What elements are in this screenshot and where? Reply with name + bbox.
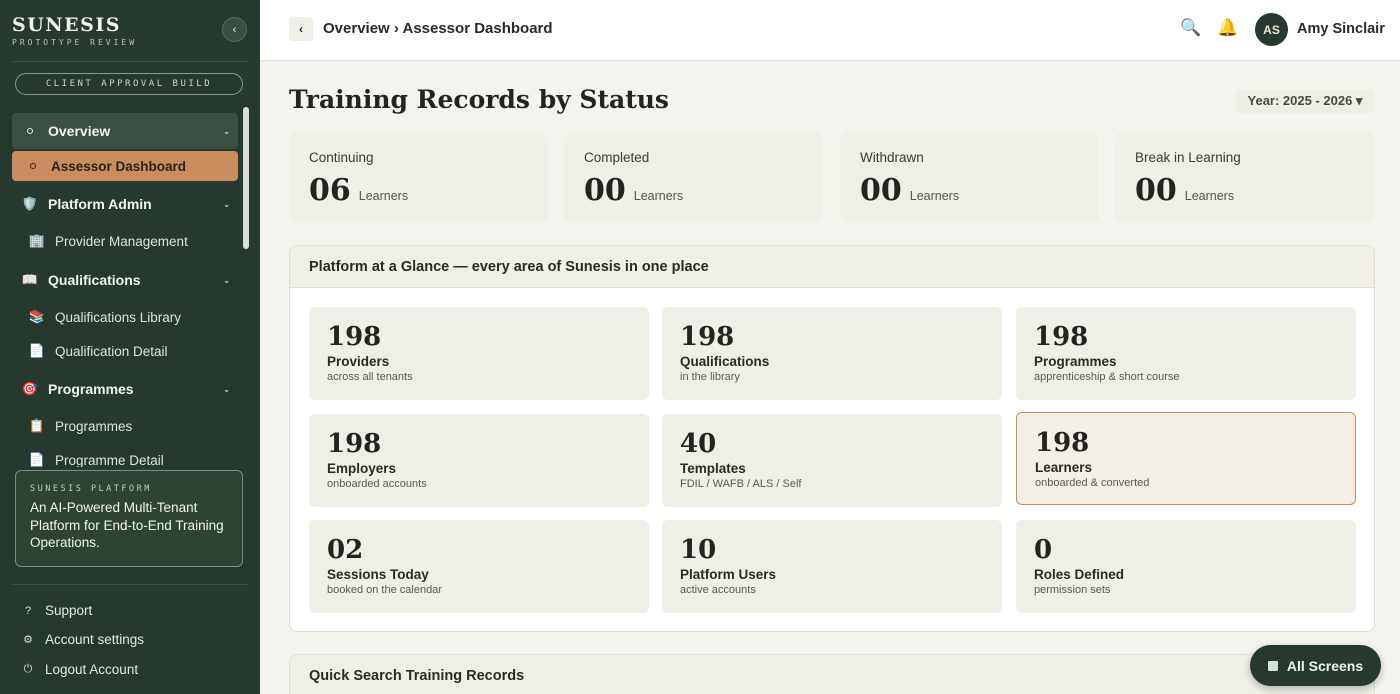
circle-icon xyxy=(29,163,37,169)
glance-label: Providers xyxy=(327,354,390,369)
glance-label: Learners xyxy=(1035,460,1093,475)
support-link[interactable] xyxy=(22,603,92,618)
sidebar-item-assessor-dashboard[interactable] xyxy=(12,151,238,181)
search-icon[interactable]: 🔍 xyxy=(1180,18,1202,37)
glance-label: Programmes xyxy=(1034,354,1117,369)
building-icon: 🏢 xyxy=(28,233,46,248)
target-icon: 🎯 xyxy=(21,381,39,396)
gear-icon: ⚙ xyxy=(23,634,33,646)
glance-card-sessions-today[interactable] xyxy=(309,520,649,613)
glance-card-qualifications[interactable] xyxy=(662,307,1002,400)
sidebar-item-programmes-list[interactable] xyxy=(12,411,238,441)
glance-value: 198 xyxy=(680,322,735,352)
divider xyxy=(12,61,248,62)
bell-icon[interactable]: 🔔 xyxy=(1217,18,1239,37)
stat-value: 00 xyxy=(1135,173,1177,208)
brand-title: SUNESIS xyxy=(12,14,121,36)
all-screens-label: All Screens xyxy=(1286,657,1364,674)
account-settings-label: Account settings xyxy=(45,632,145,647)
chevron-down-icon: ⌄ xyxy=(223,384,230,394)
books-icon: 📚 xyxy=(28,309,46,324)
stat-label: Break in Learning xyxy=(1135,150,1241,165)
quick-search-heading: Quick Search Training Records xyxy=(309,668,525,684)
sidebar-nav xyxy=(0,110,240,467)
stat-value: 06 xyxy=(309,173,351,208)
user-name[interactable]: Amy Sinclair xyxy=(1297,21,1385,37)
glance-card-templates[interactable] xyxy=(662,414,1002,507)
chevron-left-icon: ‹ xyxy=(232,23,237,36)
all-screens-button[interactable] xyxy=(1250,645,1381,686)
glance-desc: FDIL / WAFB / ALS / Self xyxy=(680,478,802,490)
stat-card-continuing xyxy=(289,132,548,223)
breadcrumb: Overview › Assessor Dashboard xyxy=(323,20,553,37)
glance-desc: onboarded & converted xyxy=(1035,477,1150,489)
clipboard-icon: 📋 xyxy=(28,418,46,433)
sidebar-item-label: Qualifications xyxy=(48,272,141,288)
chevron-down-icon: ⌄ xyxy=(223,199,230,209)
grid-icon xyxy=(1268,661,1278,671)
glance-heading: Platform at a Glance — every area of Sunesis in one place xyxy=(290,246,1374,288)
sidebar-item-programme-detail[interactable] xyxy=(12,445,238,467)
stat-value: 00 xyxy=(584,173,626,208)
glance-value: 198 xyxy=(1034,322,1089,352)
build-badge: CLIENT APPROVAL BUILD xyxy=(15,73,243,95)
stat-label: Withdrawn xyxy=(860,150,924,165)
sidebar-item-label: Qualification Detail xyxy=(55,343,168,359)
sidebar-item-label: Platform Admin xyxy=(48,196,152,212)
collapse-sidebar-button[interactable] xyxy=(222,17,247,42)
glance-card-employers[interactable] xyxy=(309,414,649,507)
glance-desc: permission sets xyxy=(1034,584,1111,596)
glance-label: Qualifications xyxy=(680,354,770,369)
sidebar-item-label: Qualifications Library xyxy=(55,309,182,325)
stat-label: Completed xyxy=(584,150,650,165)
glance-label: Sessions Today xyxy=(327,567,429,582)
glance-label: Roles Defined xyxy=(1034,567,1125,582)
document-icon: 📄 xyxy=(28,452,46,467)
promo-tag: SUNESIS PLATFORM xyxy=(30,484,152,494)
stat-unit: Learners xyxy=(909,189,960,203)
glance-value: 198 xyxy=(327,429,382,459)
circle-icon xyxy=(22,128,38,134)
glance-label: Platform Users xyxy=(680,567,777,582)
promo-text: An AI-Powered Multi-Tenant Platform for End-to-End Training Operations. xyxy=(30,500,224,550)
shield-icon: 🛡️ xyxy=(21,196,39,211)
stat-unit: Learners xyxy=(633,189,684,203)
sidebar-item-label: Programme Detail xyxy=(55,452,164,467)
stat-unit: Learners xyxy=(1184,189,1235,203)
stat-card-completed xyxy=(564,132,823,223)
glance-value: 198 xyxy=(327,322,382,352)
glance-value: 02 xyxy=(327,535,364,565)
logout-label: Logout Account xyxy=(45,662,139,677)
back-button[interactable] xyxy=(289,17,313,41)
sidebar-item-label: Programmes xyxy=(48,381,134,397)
glance-card-platform-users[interactable] xyxy=(662,520,1002,613)
glance-card-learners[interactable] xyxy=(1016,412,1356,505)
glance-value: 0 xyxy=(1034,535,1053,565)
sidebar-item-qualification-detail[interactable] xyxy=(12,336,238,366)
glance-desc: in the library xyxy=(680,371,740,383)
brand xyxy=(12,14,137,47)
divider xyxy=(12,584,248,585)
document-icon: 📄 xyxy=(28,343,46,358)
glance-desc: onboarded accounts xyxy=(327,478,427,490)
top-header xyxy=(260,0,1400,61)
stat-unit: Learners xyxy=(358,189,409,203)
sidebar-item-overview[interactable] xyxy=(12,113,238,149)
sidebar-item-qualifications-library[interactable] xyxy=(12,302,238,332)
stat-value: 00 xyxy=(860,173,902,208)
sidebar-item-label: Provider Management xyxy=(55,233,188,249)
glance-desc: apprenticeship & short course xyxy=(1034,371,1180,383)
account-settings-link[interactable] xyxy=(22,632,144,647)
sidebar-item-platform-admin[interactable] xyxy=(12,186,238,222)
sidebar-scrollbar[interactable] xyxy=(243,107,249,249)
avatar[interactable]: AS xyxy=(1255,13,1288,46)
stat-card-withdrawn xyxy=(840,132,1099,223)
platform-promo-card xyxy=(15,470,243,567)
glance-value: 40 xyxy=(680,429,717,459)
stat-card-break-in-learning xyxy=(1115,132,1374,223)
sidebar-item-label: Overview xyxy=(48,123,111,139)
question-icon: ? xyxy=(24,604,32,617)
brand-subtitle: PROTOTYPE REVIEW xyxy=(12,38,138,47)
platform-glance-panel xyxy=(289,245,1375,632)
glance-value: 198 xyxy=(1035,428,1090,458)
sidebar-item-qualifications[interactable] xyxy=(12,262,238,298)
chevron-down-icon: ⌄ xyxy=(223,275,230,285)
glance-desc: across all tenants xyxy=(327,371,413,383)
power-icon: ⏻ xyxy=(23,663,33,675)
page-title: Training Records by Status xyxy=(289,85,670,114)
glance-desc: booked on the calendar xyxy=(327,584,442,596)
stat-label: Continuing xyxy=(309,150,374,165)
glance-label: Templates xyxy=(680,461,746,476)
quick-search-panel xyxy=(289,654,1375,694)
glance-desc: active accounts xyxy=(680,584,756,596)
sidebar xyxy=(0,0,260,694)
chevron-down-icon: ⌄ xyxy=(223,126,230,136)
sidebar-item-label: Programmes xyxy=(55,418,133,434)
logout-link[interactable] xyxy=(22,662,138,677)
book-icon: 📖 xyxy=(21,272,39,287)
glance-label: Employers xyxy=(327,461,397,476)
support-label: Support xyxy=(45,603,93,618)
glance-card-roles-defined[interactable] xyxy=(1016,520,1356,613)
glance-card-providers[interactable] xyxy=(309,307,649,400)
year-select[interactable]: Year: 2025 - 2026 ▾ xyxy=(1236,89,1374,113)
sidebar-item-label: Assessor Dashboard xyxy=(51,158,187,174)
sidebar-item-provider-management[interactable] xyxy=(12,226,238,256)
chevron-left-icon: ‹ xyxy=(299,22,303,36)
sidebar-item-programmes[interactable] xyxy=(12,371,238,407)
glance-card-programmes[interactable] xyxy=(1016,307,1356,400)
glance-value: 10 xyxy=(680,535,717,565)
